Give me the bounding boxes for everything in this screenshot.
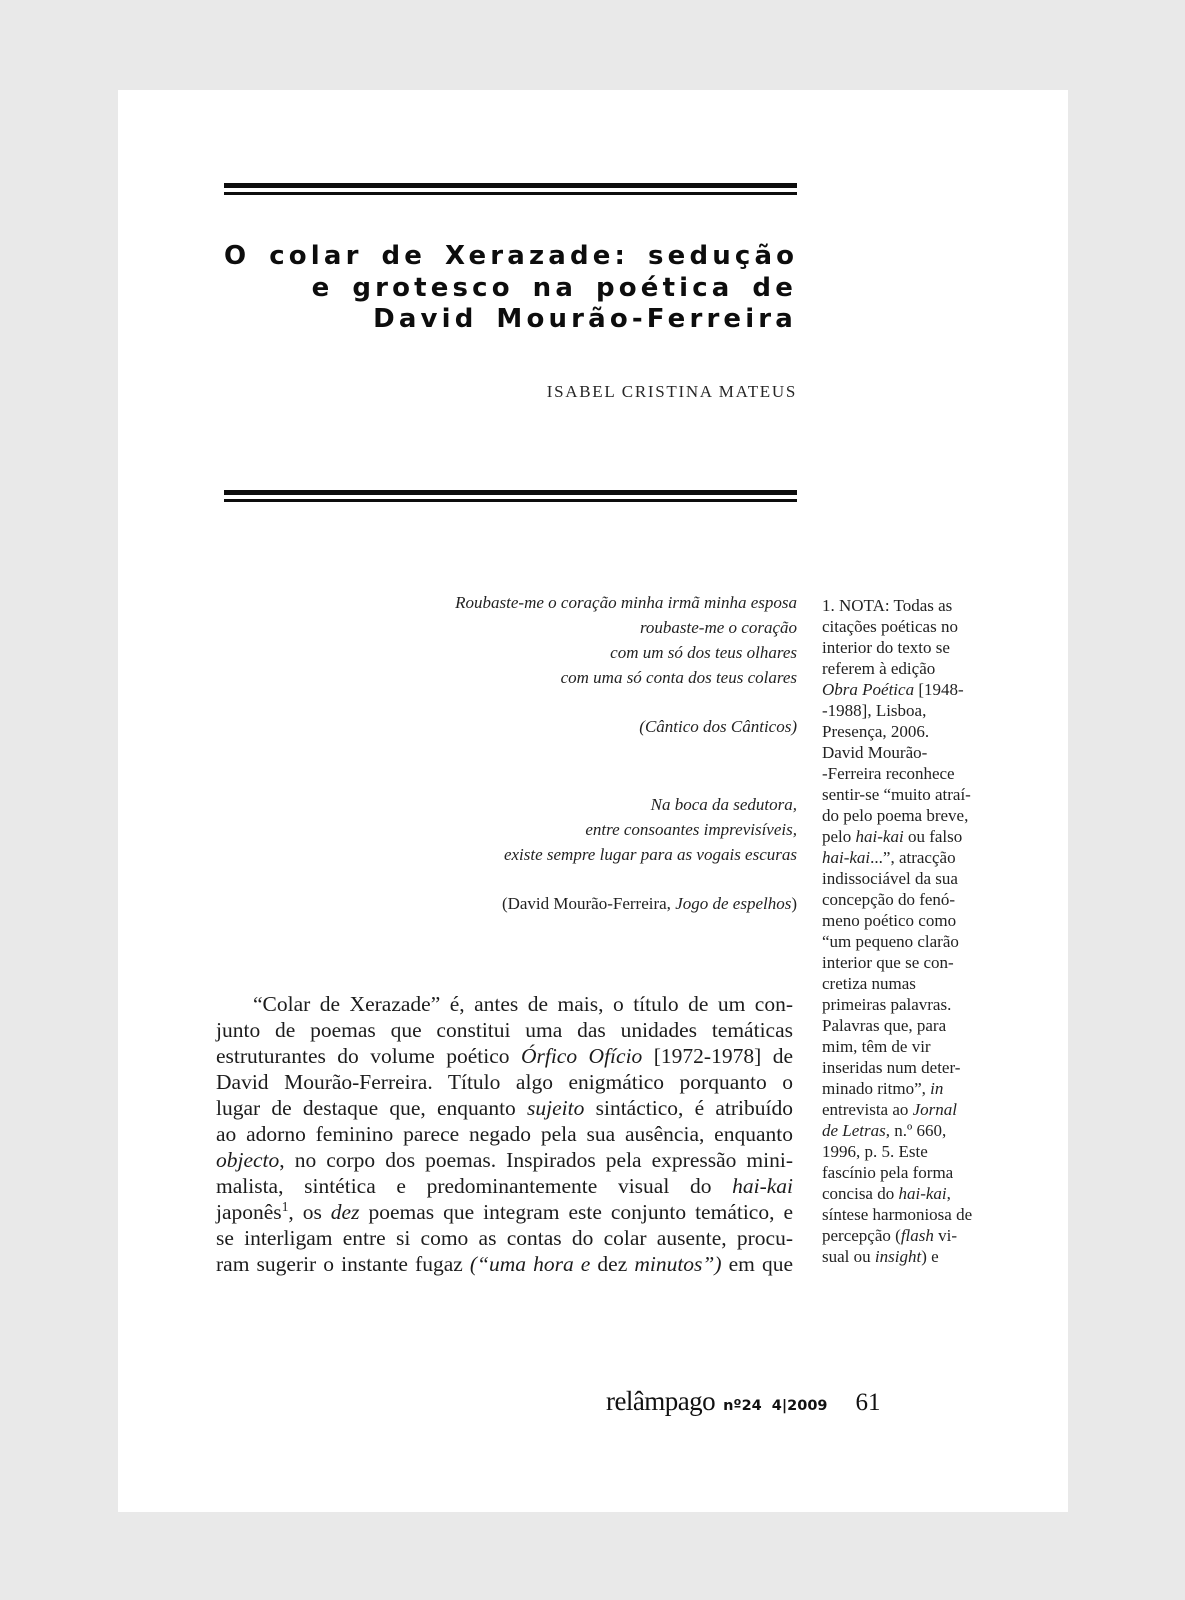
author-name: ISABEL CRISTINA MATEUS: [546, 382, 797, 401]
body-paragraph: “Colar de Xerazade” é, antes de mais, o título de um con- junto de poemas que constitui uma das unidades temáticas estruturantes do volume poético Órfico Ofício [1972-1978] de David Mourão-Ferreira. Título algo enigmático porquanto o lugar de destaque que, enquanto sujeito sintáctico, é atribuído ao adorno feminino parece negado pela sua ausência, enquanto objecto, no corpo dos poemas. Inspirados pela expressão mini- malista, sintética e predominantemente visual do hai-kai japonês$^1$, os dez poemas que integram este conjunto temático, e se interligam entre si como as contas do colar ausente, procu- ram sugerir o instante fugaz (“uma hora e dez minutos”) em que: [216, 992, 794, 1276]
rule-thin-line: [224, 499, 797, 502]
page-number: 61: [855, 1389, 881, 1416]
article-title: [224, 241, 797, 336]
top-double-rule: [224, 183, 797, 195]
issue-date: 4|2009: [771, 1398, 828, 1414]
issue-number: nº24: [723, 1398, 762, 1414]
bottom-double-rule: [224, 490, 797, 502]
epigraph-mourao: Na boca da sedutora, entre consoantes imprevisíveis, existe sempre lugar para as vogais escuras: [503, 795, 797, 864]
epigraph-attribution-mourao: (David Mourão-Ferreira, Jogo de espelhos): [501, 894, 797, 913]
title-line-2: e grotesco na poética de: [311, 272, 797, 303]
epigraph-attribution-canticos: (Cântico dos Cânticos): [639, 717, 797, 736]
page-sheet: [118, 90, 1068, 1512]
rule-thin-line: [224, 192, 797, 195]
title-line-1: O colar de Xerazade: sedução: [224, 241, 799, 271]
title-line-3: David Mourão-Ferreira: [373, 304, 797, 334]
journal-logo: relâmpago: [606, 1386, 716, 1416]
epigraph-canticos: Roubaste-me o coração minha irmã minha esposa roubaste-me o coração com um só dos teus olhares com uma só conta dos teus colares: [455, 593, 797, 687]
page-footer: [606, 1386, 881, 1417]
footnote-margin-note: 1. NOTA: Todas as citações poéticas no interior do texto se referem à edição Obra Poética [1948- -1988], Lisboa, Presença, 2006. David Mourão- -Ferreira reconhece sentir-se “muito atraí- do pelo poema breve, pelo hai-kai ou falso hai-kai...”, atracção indissociável da sua concepção do fenó- meno poético como “um pequeno clarão interior que se con- cretiza numas primeiras palavras. Palavras que, para mim, têm de vir inseridas num deter- minado ritmo”, in entrevista ao Jornal de Letras, n.º 660, 1996, p. 5. Este fascínio pela forma concisa do hai-kai, síntese harmoniosa de percepção (flash vi- sual ou insight) e: [822, 596, 973, 1266]
